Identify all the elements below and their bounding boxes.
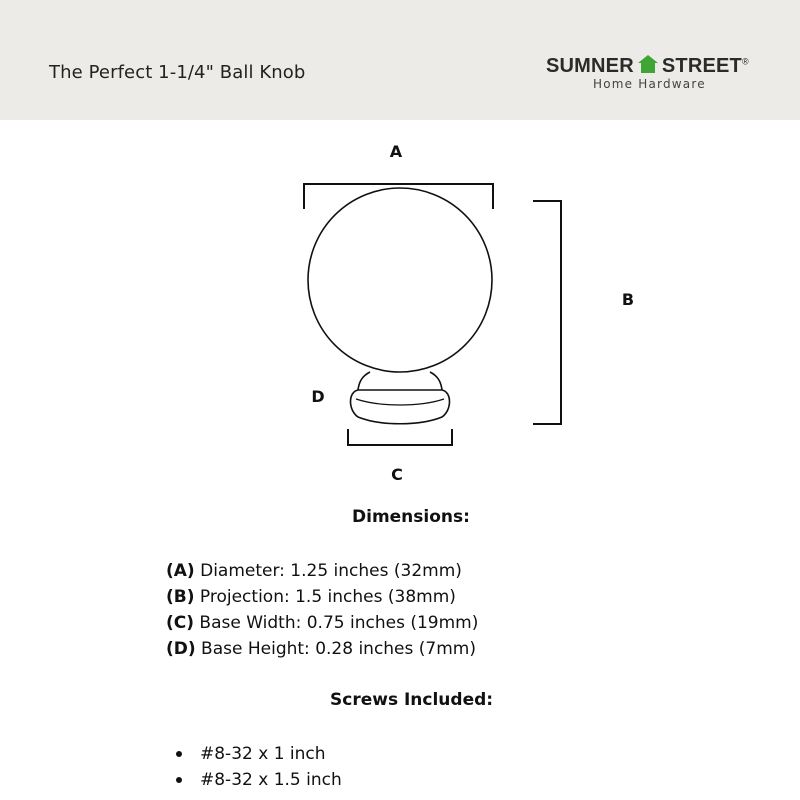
logo-word-1: SUMNER <box>546 55 634 77</box>
brand-logo <box>546 50 761 95</box>
knob-ball-outline <box>308 188 492 372</box>
screw-item: #8-32 x 1 inch <box>176 741 342 767</box>
knob-collar-outline <box>358 372 442 390</box>
dimension-item-d: (D) Base Height: 0.28 inches (7mm) <box>166 639 476 659</box>
logo-wordmark <box>546 54 749 78</box>
logo-word-2: STREET <box>661 55 742 77</box>
dimension-b-bracket <box>533 201 561 424</box>
screws-list <box>176 741 342 793</box>
dimension-c-label: C <box>391 465 403 484</box>
dimensions-heading: Dimensions: <box>352 507 470 527</box>
dimension-b-label: B <box>621 290 635 309</box>
bullet-icon <box>176 751 182 757</box>
dimension-item-b: (B) Projection: 1.5 inches (38mm) <box>166 587 456 607</box>
dimension-d-label: D <box>311 387 325 406</box>
page-title: The Perfect 1-1/4" Ball Knob <box>49 62 306 83</box>
knob-base-rim <box>356 399 444 405</box>
registered-mark: ® <box>741 56 749 67</box>
dimensions-list <box>166 558 478 662</box>
header-bar <box>0 0 800 120</box>
dimension-a-label: A <box>389 142 403 161</box>
screw-item: #8-32 x 1.5 inch <box>176 767 342 793</box>
knob-diagram <box>0 120 800 500</box>
house-icon <box>637 54 659 74</box>
screws-heading: Screws Included: <box>330 690 494 710</box>
logo-tagline: Home Hardware <box>593 77 706 91</box>
bullet-icon <box>176 777 182 783</box>
dimension-c-bracket <box>348 429 452 445</box>
knob-base-outline <box>351 390 450 424</box>
dimension-item-a: (A) Diameter: 1.25 inches (32mm) <box>166 561 462 581</box>
dimension-item-c: (C) Base Width: 0.75 inches (19mm) <box>166 613 479 633</box>
